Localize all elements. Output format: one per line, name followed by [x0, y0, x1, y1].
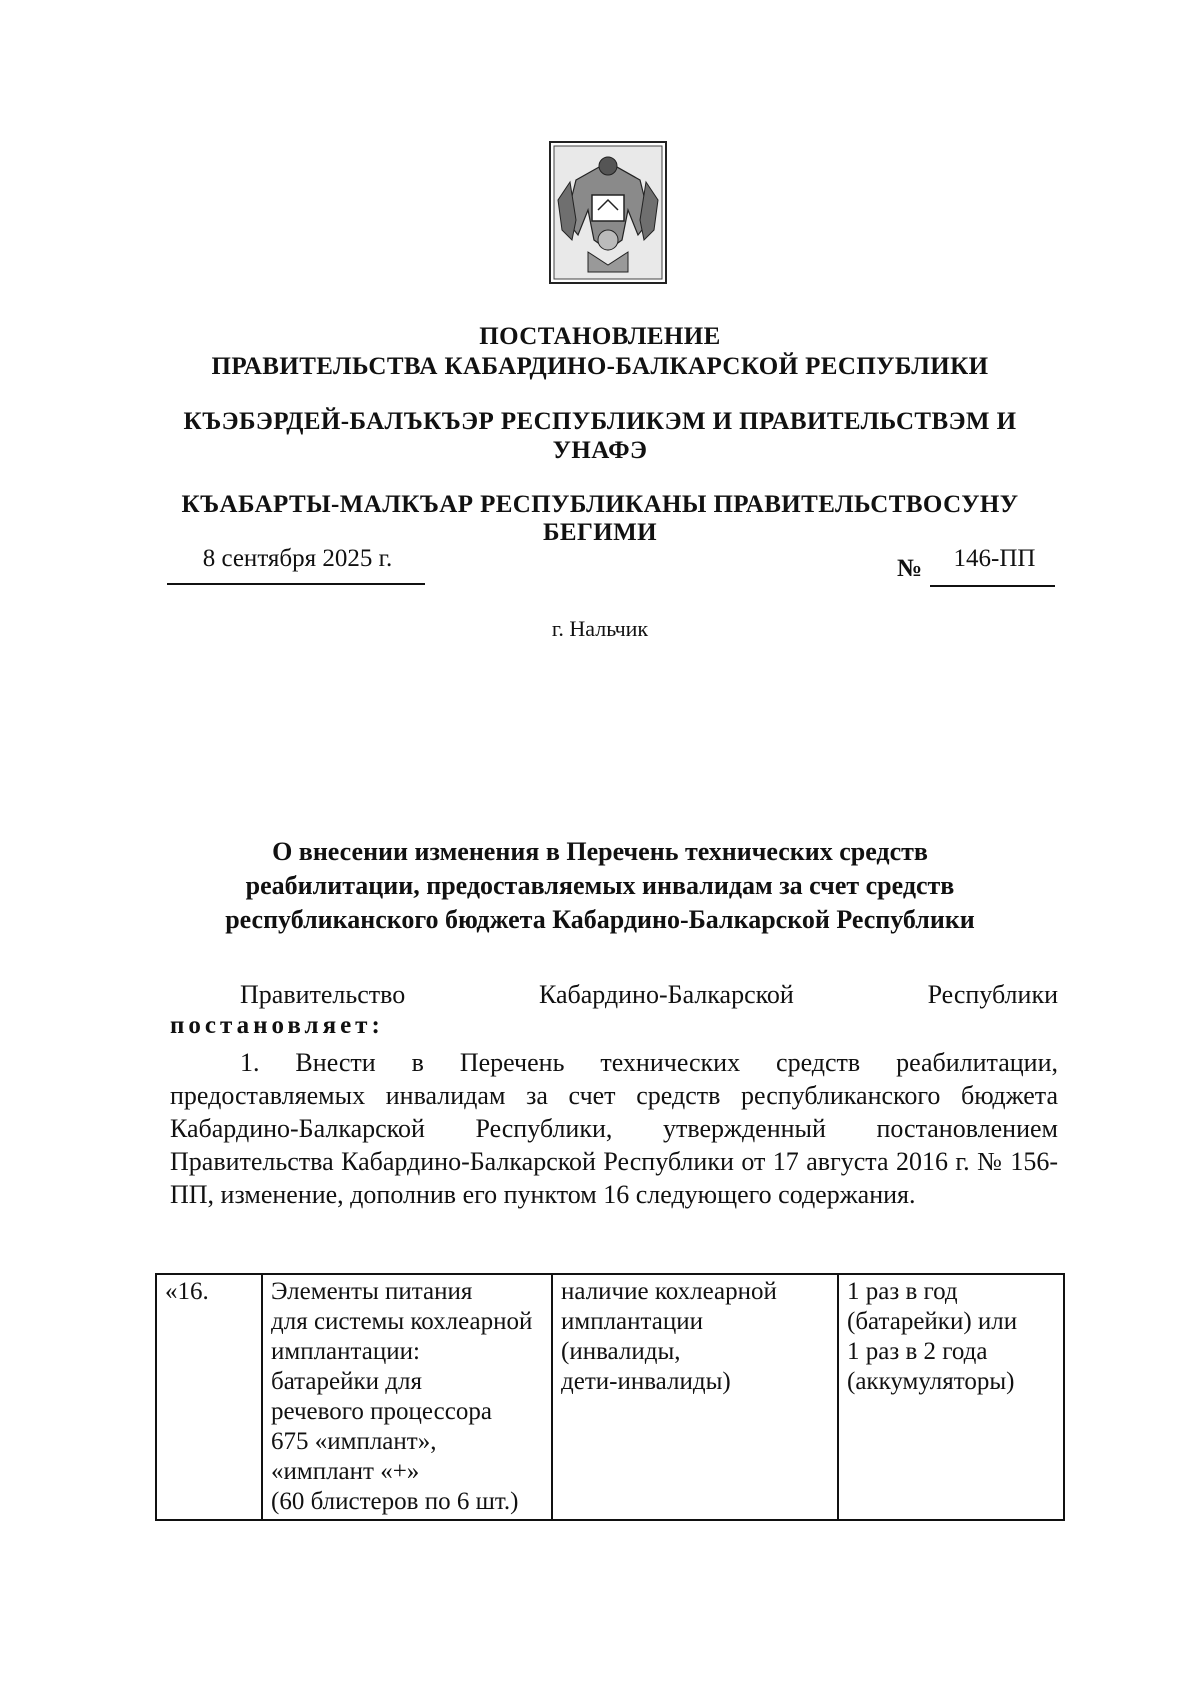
item-line: Элементы питания — [271, 1278, 473, 1305]
city: г. Нальчик — [551, 616, 649, 641]
header-balkar-line2: БЕГИМИ — [543, 519, 657, 546]
paragraph-1: 1. Внести в Перечень технических средств реабилитации, предоставляемых инвалидам за счет средств республиканского бюджета Кабардино-Балкарской Республики, утвержденный постановлением Правительства Кабардино-Балкарской Республики от 17 августа 2016 г. № 156-ПП, изменение, дополнив его пунктом 16 следующего содержания. — [170, 1048, 1058, 1209]
document-number: 146-ПП — [953, 545, 1036, 572]
date-underline — [167, 583, 425, 585]
item-line: 675 «имплант», — [271, 1428, 437, 1455]
frequency-line: (аккумуляторы) — [847, 1368, 1015, 1395]
table-cell-item — [262, 1274, 552, 1520]
table-row — [156, 1274, 1064, 1520]
document-date: 8 сентября 2025 г. — [202, 545, 393, 572]
title-line1: О внесении изменения в Перечень технических средств — [272, 837, 928, 866]
title-line2: реабилитации, предоставляемых инвалидам за счет средств — [245, 871, 955, 900]
condition-line: имплантации — [561, 1308, 703, 1335]
header-kabardian-line2: УНАФЭ — [552, 437, 648, 464]
document-title — [0, 835, 1200, 937]
resolves-word: постановляет: — [170, 1012, 384, 1039]
intro-word-2: Кабардино-Балкарской — [538, 980, 794, 1009]
frequency-line: (батарейки) или — [847, 1308, 1018, 1335]
table-cell-frequency — [838, 1274, 1064, 1520]
item-line: речевого процессора — [271, 1398, 492, 1425]
intro-line — [240, 978, 1058, 1011]
coat-of-arms-emblem — [548, 140, 668, 285]
header-kabardian-line1: КЪЭБЭРДЕЙ-БАЛЪКЪЭР РЕСПУБЛИКЭМ И ПРАВИТЕЛЬСТВЭМ И — [183, 408, 1017, 435]
amendment-table — [155, 1273, 1065, 1521]
condition-line: наличие кохлеарной — [561, 1278, 777, 1305]
item-line: «имплант «+» — [271, 1458, 420, 1485]
header-title-line1: ПОСТАНОВЛЕНИЕ — [479, 323, 721, 350]
header-balkar-line1: КЪАБАРТЫ-МАЛКЪАР РЕСПУБЛИКАНЫ ПРАВИТЕЛЬСТВОСУНУ — [181, 491, 1019, 518]
frequency-line: 1 раз в 2 года — [847, 1338, 988, 1365]
number-sign: № — [897, 555, 923, 582]
item-line: для системы кохлеарной — [271, 1308, 533, 1335]
frequency-line: 1 раз в год — [847, 1278, 958, 1305]
item-line: имплантации: — [271, 1338, 420, 1365]
condition-line: (инвалиды, — [561, 1338, 681, 1365]
number-underline — [930, 585, 1055, 587]
item-line: батарейки для — [271, 1368, 422, 1395]
condition-line: дети-инвалиды) — [561, 1368, 731, 1395]
intro-word-3: Республики — [927, 980, 1058, 1009]
table-cell-condition — [552, 1274, 838, 1520]
intro-word-1: Правительство — [240, 980, 406, 1009]
title-line3: республиканского бюджета Кабардино-Балкарской Республики — [225, 905, 975, 934]
header-title-line2: ПРАВИТЕЛЬСТВА КАБАРДИНО-БАЛКАРСКОЙ РЕСПУБЛИКИ — [211, 353, 989, 380]
table-cell-number: «16. — [156, 1274, 262, 1520]
item-line: (60 блистеров по 6 шт.) — [271, 1488, 519, 1515]
